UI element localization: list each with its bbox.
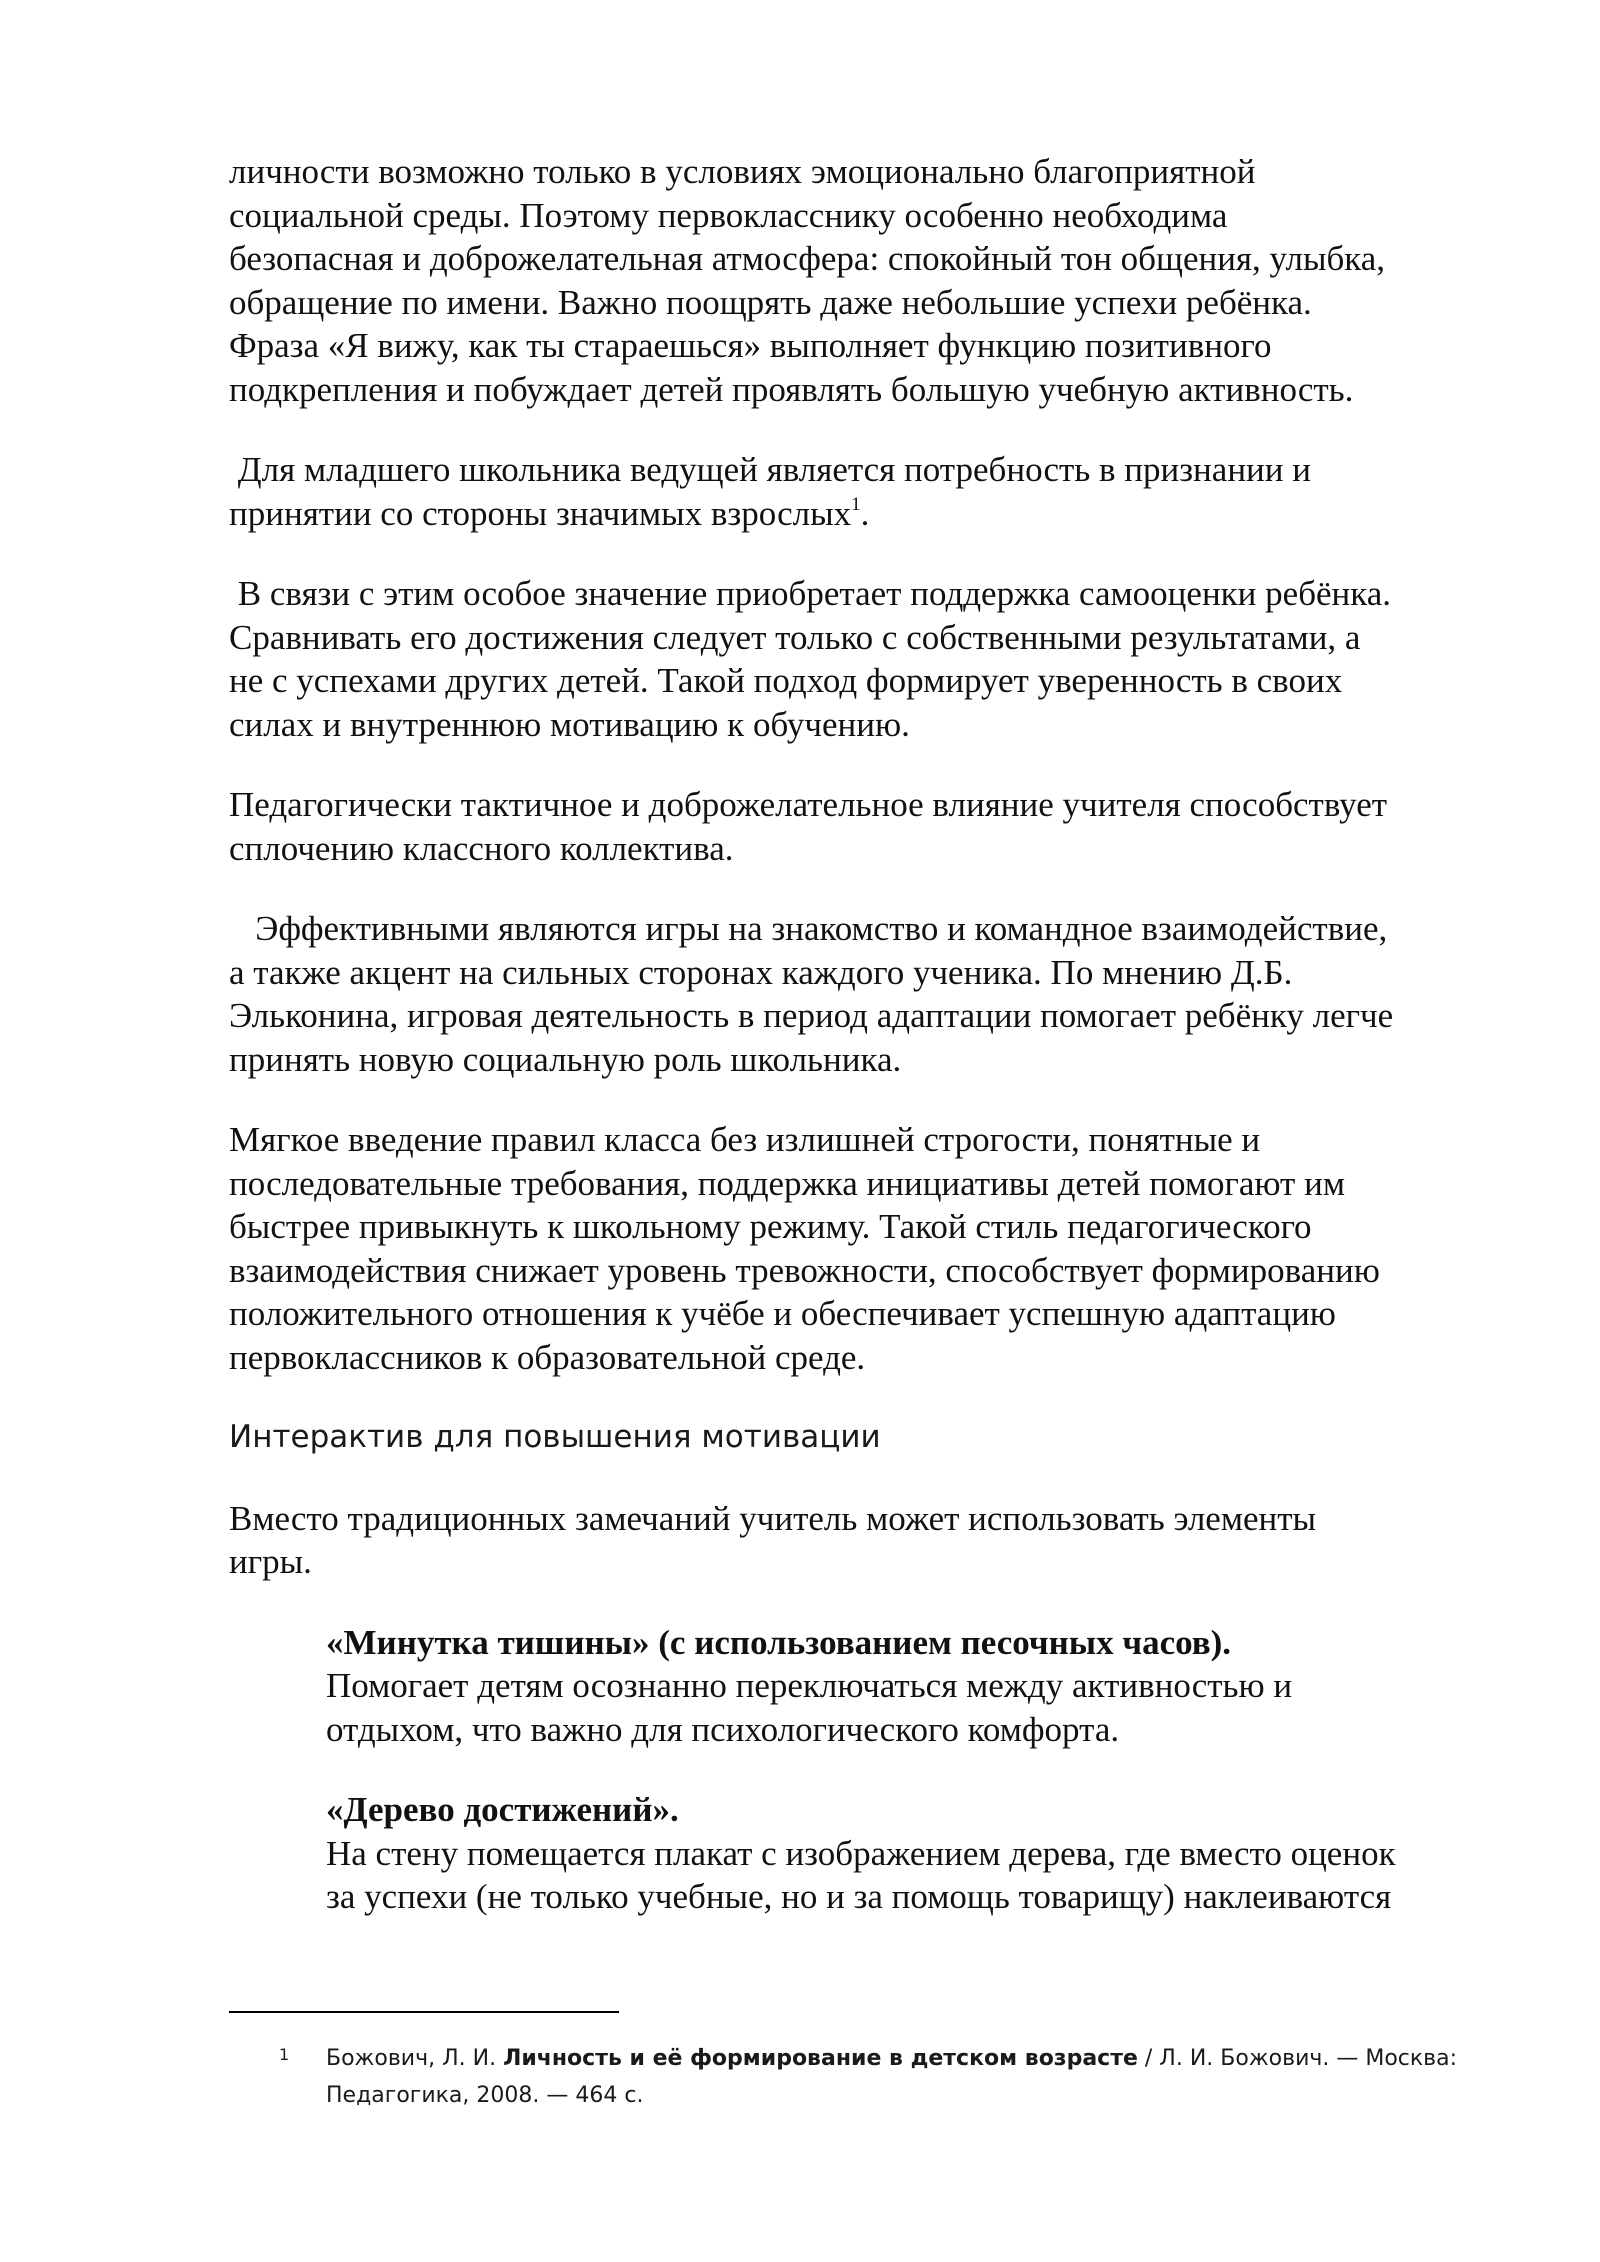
text-line: отдыхом, что важно для психологического комфорта. (326, 1709, 1120, 1749)
text-fragment: принятии со стороны значимых взрослых (229, 493, 852, 533)
text-fragment: . (860, 493, 870, 533)
game-item-title: «Минутка тишины» (с использованием песочных часов). (326, 1622, 1232, 1662)
text-line: а также акцент на сильных сторонах каждого ученика. По мнению Д.Б. (229, 952, 1293, 992)
footnote-text (326, 2040, 1529, 2114)
text-line: взаимодействия снижает уровень тревожности, способствует формированию (229, 1250, 1380, 1290)
paragraph-2 (229, 448, 1529, 535)
text-line: Помогает детям осознанно переключаться между активностью и (326, 1666, 1293, 1705)
text-line: социальной среды. Поэтому первокласснику особенно необходима (229, 195, 1228, 235)
footnote-book-title: Личность и её формирование в детском возрасте (503, 2046, 1138, 2071)
text-line: В связи с этим особое значение приобретает поддержка самооценки ребёнка. (229, 574, 1392, 613)
footnote-author: Божович, Л. И. (326, 2046, 504, 2071)
text-line: быстрее привыкнуть к школьному режиму. Такой стиль педагогического (229, 1207, 1312, 1246)
text-line: за успехи (не только учебные, но и за помощь товарищу) наклеиваются (326, 1877, 1392, 1916)
text-line: безопасная и доброжелательная атмосфера: спокойный тон общения, улыбка, (229, 239, 1386, 278)
game-item-title: «Дерево достижений». (326, 1790, 679, 1829)
document-body (229, 150, 1529, 1956)
paragraph-7 (229, 1497, 1529, 1584)
text-line: обращение по имени. Важно поощрять даже небольшие успехи ребёнка. (229, 282, 1312, 322)
text-line: Фраза «Я вижу, как ты стараешься» выполняет функцию позитивного (229, 326, 1272, 365)
text-line: Для младшего школьника ведущей является потребность в признании и (229, 450, 1311, 489)
text-line-with-footnote (229, 492, 1529, 536)
paragraph-6 (229, 1118, 1529, 1379)
footnote-line: Педагогика, 2008. — 464 с. (326, 2083, 644, 2108)
text-line: подкрепления и побуждает детей проявлять большую учебную активность. (229, 369, 1354, 409)
text-line: положительного отношения к учёбе и обеспечивает успешную адаптацию (229, 1294, 1336, 1333)
footnote (229, 2040, 1529, 2114)
section-heading: Интерактив для повышения мотивации (229, 1419, 881, 1455)
game-item-2 (326, 1788, 1529, 1919)
paragraph-1 (229, 150, 1529, 411)
text-line: принять новую социальную роль школьника. (229, 1039, 902, 1079)
text-line: силах и внутреннюю мотивацию к обучению. (229, 704, 910, 744)
text-line: Мягкое введение правил класса без излишней строгости, понятные и (229, 1120, 1261, 1159)
text-line: игры. (229, 1542, 312, 1581)
text-line: последовательные требования, поддержка инициативы детей помогают им (229, 1163, 1345, 1203)
game-item-1 (326, 1621, 1529, 1752)
paragraph-5 (229, 907, 1529, 1081)
footnote-separator (229, 2011, 619, 2013)
footnote-line (326, 2040, 1529, 2077)
paragraph-4 (229, 783, 1529, 870)
text-line: Эльконина, игровая деятельность в период адаптации помогает ребёнку легче (229, 996, 1394, 1035)
footnote-number: 1 (279, 2045, 290, 2064)
footnote-reference[interactable]: 1 (851, 493, 861, 515)
paragraph-3 (229, 572, 1529, 746)
text-line: Эффективными являются игры на знакомство и командное взаимодействие, (229, 909, 1388, 948)
footnote-publication: / Л. И. Божович. — Москва: (1137, 2046, 1458, 2071)
text-line: Вместо традиционных замечаний учитель может использовать элементы (229, 1498, 1317, 1538)
text-line: На стену помещается плакат с изображением дерева, где вместо оценок (326, 1833, 1396, 1873)
text-line: Сравнивать его достижения следует только с собственными результатами, а (229, 617, 1361, 657)
text-line: первоклассников к образовательной среде. (229, 1337, 866, 1377)
text-line: сплочению классного коллектива. (229, 828, 734, 868)
text-line: Педагогически тактичное и доброжелательное влияние учителя способствует (229, 785, 1388, 824)
text-line: личности возможно только в условиях эмоционально благоприятной (229, 152, 1256, 191)
text-line: не с успехами других детей. Такой подход формирует уверенность в своих (229, 661, 1343, 700)
